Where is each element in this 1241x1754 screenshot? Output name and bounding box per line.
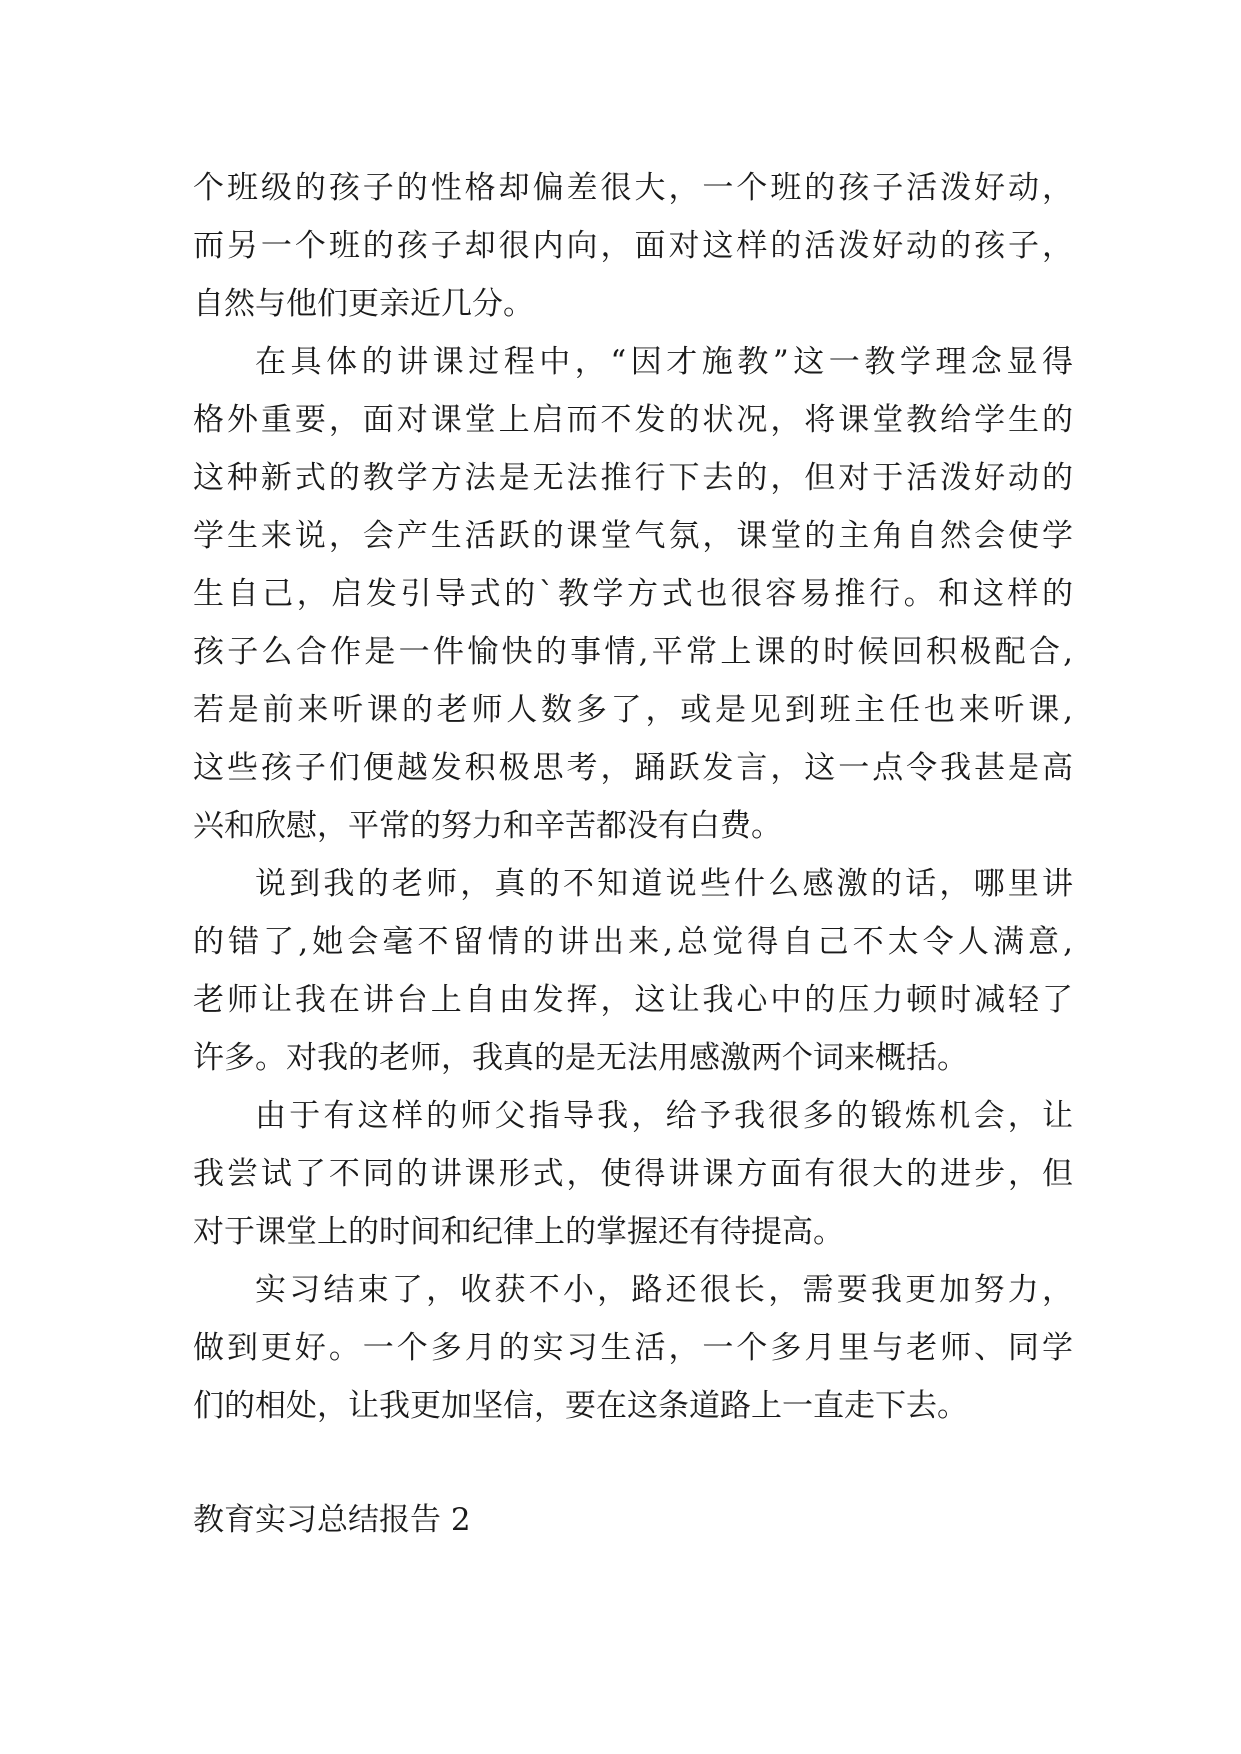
text-line: 兴和欣慰，平常的努力和辛苦都没有白费。 — [193, 808, 782, 844]
text-line: 做到更好。一个多月的实习生活，一个多月里与老师、同学 — [193, 1330, 1073, 1366]
text-line: 这种新式的教学方法是无法推行下去的，但对于活泼好动的 — [193, 460, 1073, 496]
text-line: 这些孩子们便越发积极思考，踊跃发言，这一点令我甚是高 — [193, 750, 1073, 786]
text-line: 格外重要，面对课堂上启而不发的状况，将课堂教给学生的 — [193, 402, 1073, 438]
text-line: 由于有这样的师父指导我，给予我很多的锻炼机会，让 — [255, 1098, 1073, 1134]
text-line: 而另一个班的孩子却很内向，面对这样的活泼好动的孩子， — [193, 228, 1073, 264]
text-line: 实习结束了，收获不小，路还很长，需要我更加努力， — [255, 1272, 1073, 1308]
text-line: 学生来说，会产生活跃的课堂气氛，课堂的主角自然会使学 — [193, 518, 1073, 554]
text-line: 对于课堂上的时间和纪律上的掌握还有待提高。 — [193, 1214, 844, 1250]
text-line: 许多。对我的老师，我真的是无法用感激两个词来概括。 — [193, 1040, 968, 1076]
text-line: 说到我的老师，真的不知道说些什么感激的话，哪里讲 — [255, 866, 1073, 902]
text-line: 个班级的孩子的性格却偏差很大，一个班的孩子活泼好动， — [193, 170, 1073, 206]
text-line: 我尝试了不同的讲课形式，使得讲课方面有很大的进步，但 — [193, 1156, 1073, 1192]
text-line: 的错了,她会毫不留情的讲出来,总觉得自己不太令人满意, — [193, 924, 1073, 960]
text-line: 生自己，启发引导式的`教学方式也很容易推行。和这样的 — [193, 576, 1073, 612]
text-line: 老师让我在讲台上自由发挥，这让我心中的压力顿时减轻了 — [193, 982, 1073, 1018]
text-line: 在具体的讲课过程中，“因才施教”这一教学理念显得 — [255, 344, 1073, 380]
text-line: 们的相处，让我更加坚信，要在这条道路上一直走下去。 — [193, 1388, 968, 1424]
text-line: 若是前来听课的老师人数多了，或是见到班主任也来听课, — [193, 692, 1073, 728]
text-line: 孩子么合作是一件愉快的事情,平常上课的时候回积极配合, — [193, 634, 1073, 670]
section-heading: 教育实习总结报告 2 — [193, 1502, 471, 1538]
text-line: 自然与他们更亲近几分。 — [193, 286, 534, 322]
